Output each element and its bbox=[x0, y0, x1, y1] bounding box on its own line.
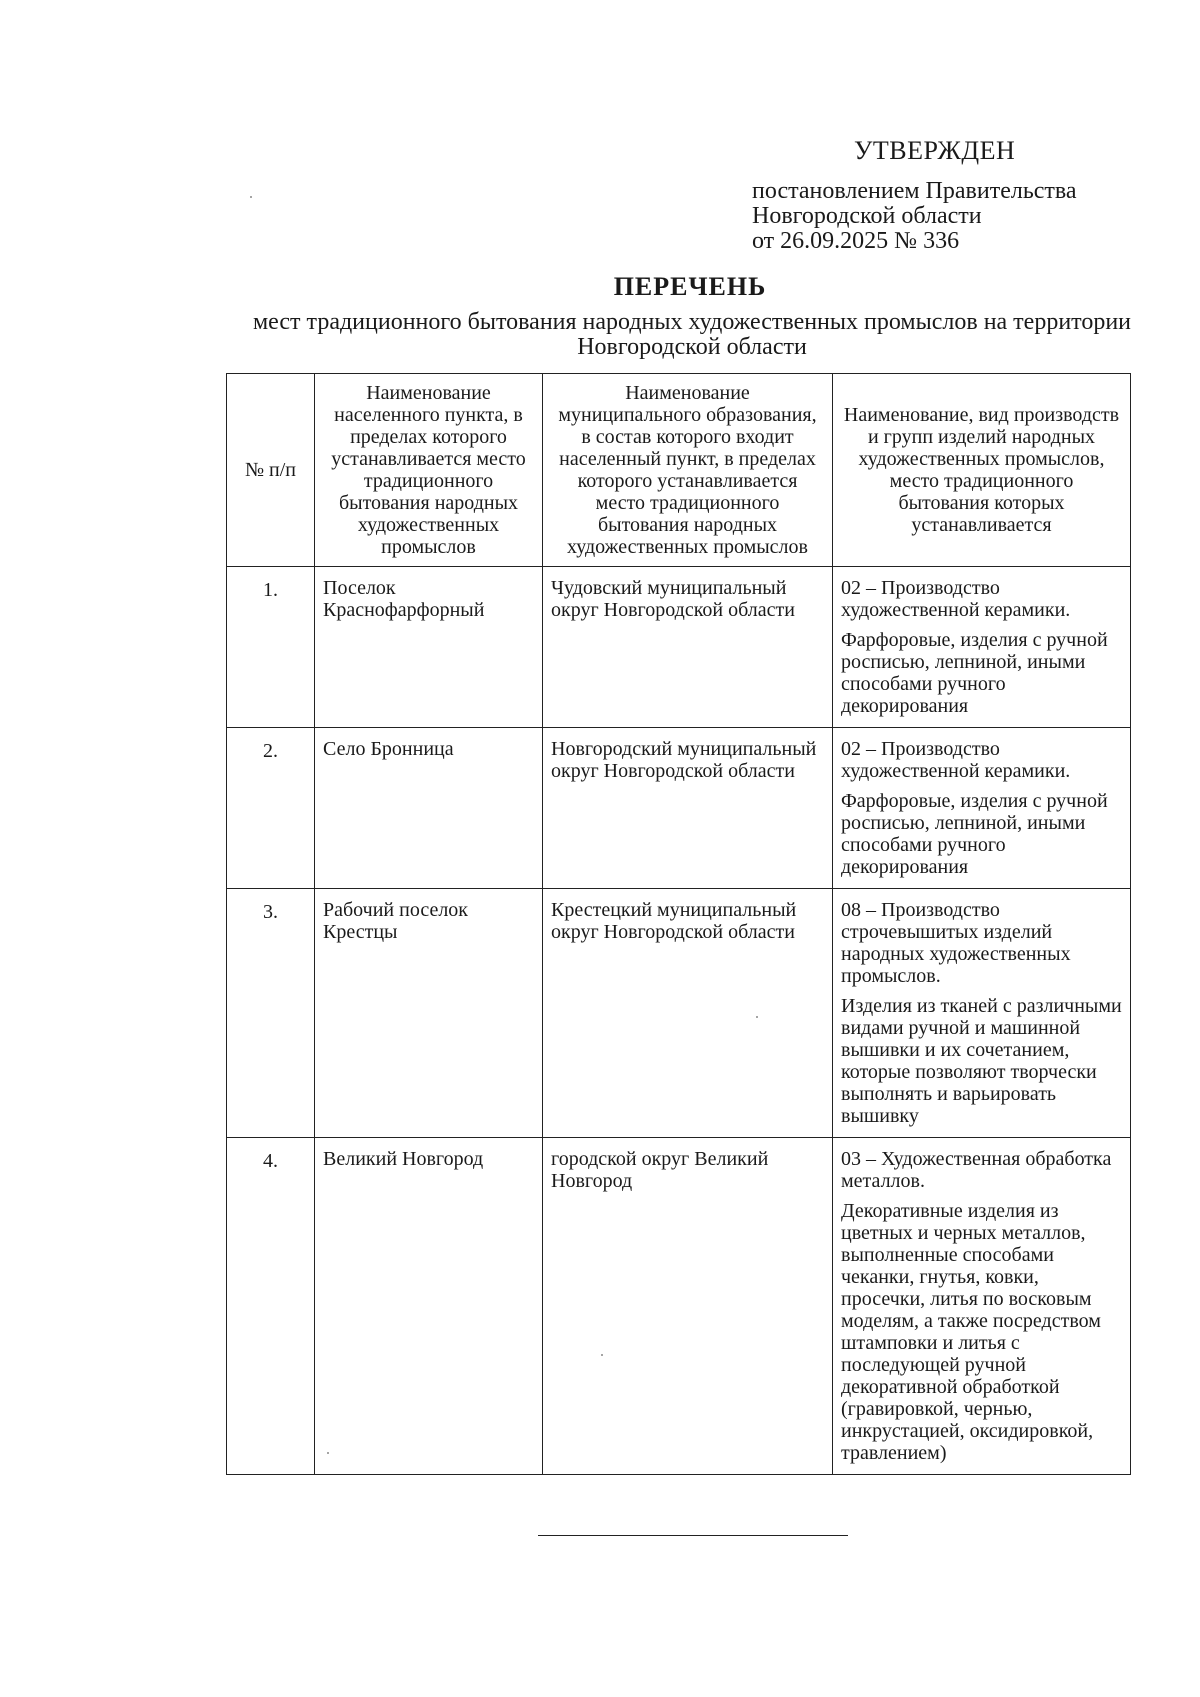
approval-stamp bbox=[752, 138, 1172, 254]
production-products: Декоративные изделия из цветных и черных металлов, выполненные способами чеканки, гнутья, ковки, просечки, литья по восковым моделям, а также посредством штамповки и литья с последующей ручной декоративной обработкой (гравировкой, чернью, инкрустацией, оксидировкой, травлением) bbox=[841, 1200, 1101, 1464]
row-production bbox=[833, 728, 1131, 889]
row-settlement: Село Бронница bbox=[315, 728, 543, 889]
production-products: Изделия из тканей с различными видами ручной и машинной вышивки и их сочетанием, которые позволяют творчески выполнять и варьировать вышивку bbox=[841, 995, 1122, 1127]
header-settlement: Наименование населенного пункта, в пределах которого устанавливается место традиционного бытования народных художественных промыслов bbox=[315, 374, 543, 567]
table-header-row bbox=[227, 374, 1131, 567]
row-settlement: Поселок Краснофарфорный bbox=[315, 567, 543, 728]
row-settlement: Великий Новгород bbox=[315, 1138, 543, 1475]
document-title: ПЕРЕЧЕНЬ bbox=[613, 272, 767, 301]
production-kind: 03 – Художественная обработка металлов. bbox=[841, 1148, 1112, 1192]
approval-heading: УТВЕРЖДЕН bbox=[854, 136, 1016, 165]
production-products: Фарфоровые, изделия с ручной росписью, лепниной, иными способами ручного декорирования bbox=[841, 629, 1108, 717]
table-row bbox=[227, 1138, 1131, 1475]
row-settlement: Рабочий поселок Крестцы bbox=[315, 889, 543, 1138]
scan-speck bbox=[601, 1354, 603, 1356]
row-production bbox=[833, 1138, 1131, 1475]
row-production bbox=[833, 567, 1131, 728]
scan-speck bbox=[756, 1016, 758, 1018]
production-kind: 08 – Производство строчевышитых изделий народных художественных промыслов. bbox=[841, 899, 1071, 987]
header-num: № п/п bbox=[227, 374, 315, 567]
row-municipality: Крестецкий муниципальный округ Новгородской области bbox=[543, 889, 833, 1138]
scan-speck bbox=[327, 1452, 329, 1454]
end-divider bbox=[538, 1535, 848, 1536]
row-municipality: Чудовский муниципальный округ Новгородской области bbox=[543, 567, 833, 728]
production-kind: 02 – Производство художественной керамики. bbox=[841, 738, 1071, 782]
approval-line-1: постановлением Правительства bbox=[752, 178, 1077, 204]
approval-line-2: Новгородской области bbox=[752, 203, 982, 229]
row-municipality: Новгородский муниципальный округ Новгородской области bbox=[543, 728, 833, 889]
row-num: 2. bbox=[227, 728, 315, 889]
production-kind: 02 – Производство художественной керамики. bbox=[841, 577, 1071, 621]
row-num: 1. bbox=[227, 567, 315, 728]
table-row bbox=[227, 728, 1131, 889]
row-num: 4. bbox=[227, 1138, 315, 1475]
places-table bbox=[226, 373, 1131, 1475]
row-municipality: городской округ Великий Новгород bbox=[543, 1138, 833, 1475]
row-production bbox=[833, 889, 1131, 1138]
approval-line-3: от 26.09.2025 № 336 bbox=[752, 228, 960, 254]
row-num: 3. bbox=[227, 889, 315, 1138]
header-production: Наименование, вид производств и групп изделий народных художественных промыслов, место традиционного бытования которых устанавливается bbox=[833, 374, 1131, 567]
document-subtitle: мест традиционного бытования народных художественных промыслов на территории Новгородской области bbox=[252, 309, 1132, 360]
table-row bbox=[227, 889, 1131, 1138]
scan-speck bbox=[250, 196, 252, 198]
production-products: Фарфоровые, изделия с ручной росписью, лепниной, иными способами ручного декорирования bbox=[841, 790, 1108, 878]
header-municipality: Наименование муниципального образования, в состав которого входит населенный пункт, в пределах которого устанавливается место традиционного бытования народных художественных промыслов bbox=[543, 374, 833, 567]
table-row bbox=[227, 567, 1131, 728]
